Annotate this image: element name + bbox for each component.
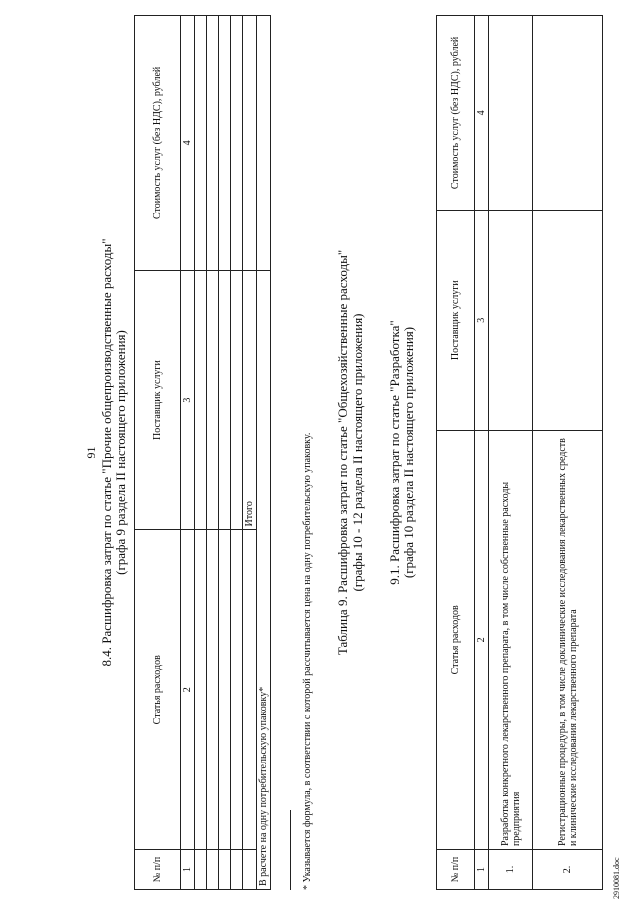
row-text: Разработка конкретного лекарственного препарата, в том числе собственные расходы предприятия [489,430,533,849]
per-unit-label: В расчете на одну потребительскую упаковку* [257,270,271,889]
footnote-rule [290,810,291,890]
header-num: № п/п [135,850,181,890]
col-number: 4 [181,16,195,271]
header-supplier: Поставщик услуги [135,270,181,530]
table-row [231,16,243,890]
table-row [195,16,207,890]
table-row [207,16,219,890]
footnote: * Указывается формула, в соответствии с которой рассчитывается цена на одну потребительскую упаковку. [302,432,313,890]
table-row [489,16,533,890]
table9-title: Таблица 9. Расшифровка затрат по статье "Общехозяйственные расходы" [335,249,350,656]
doc-id: 2910081.doc [612,857,621,899]
col-number: 3 [181,270,195,530]
header-num: № п/п [437,850,475,890]
col-number: 1 [475,850,489,890]
col-number: 2 [475,430,489,849]
row-text: Регистрационные процедуры, в том числе доклинические исследования лекарственных средств и клинические исследования лекарственного препарата [533,430,603,849]
header-expense: Статья расходов [135,530,181,850]
section-title: 8.4. Расшифровка затрат по статье "Прочие общепроизводственные расходы" [99,238,114,667]
header-expense: Статья расходов [437,430,475,849]
section91-subtitle: (графа 10 раздела II настоящего приложения) [401,326,416,579]
col-number: 1 [181,850,195,890]
table-8-4 [134,15,271,890]
section-subtitle: (графа 9 раздела II настоящего приложения) [113,330,128,575]
header-cost: Стоимость услуг (без НДС), рублей [437,16,475,211]
table-row [219,16,231,890]
col-number: 2 [181,530,195,850]
col-number: 4 [475,16,489,211]
section91-title: 9.1. Расшифровка затрат по статье "Разработка" [387,320,402,585]
table-9-1 [436,15,603,890]
table9-subtitle: (графы 10 - 12 раздела II настоящего приложения) [350,313,365,592]
header-cost: Стоимость услуг (без НДС), рублей [135,16,181,271]
row-num: 2. [533,850,603,890]
total-label: Итого [243,270,257,530]
col-number: 3 [475,210,489,430]
page-number: 91 [84,446,98,459]
header-supplier: Поставщик услуги [437,210,475,430]
table-row [533,16,603,890]
row-num: 1. [489,850,533,890]
